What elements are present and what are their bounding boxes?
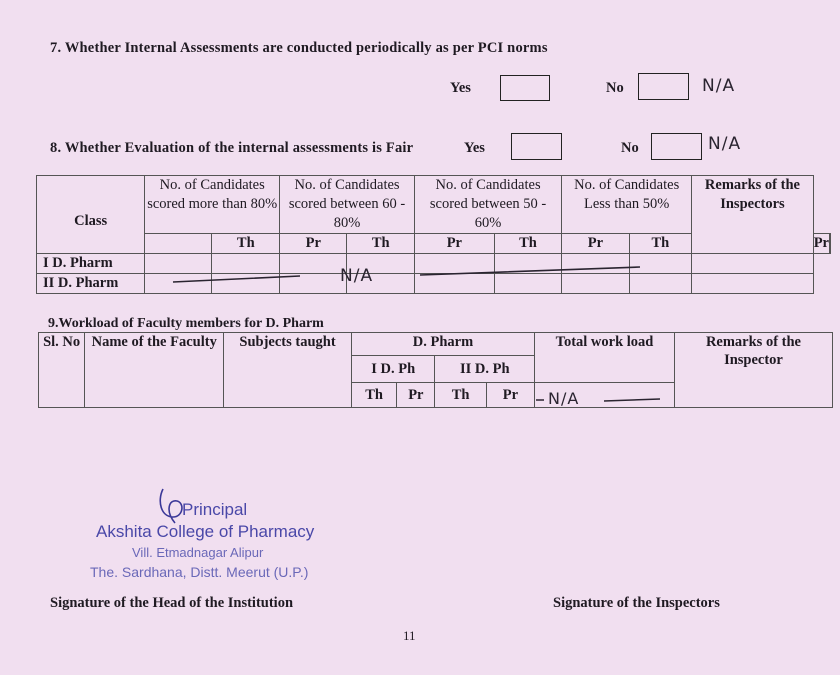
th-header: Th [212,234,280,254]
stamp-address-line1: Vill. Etmadnagar Alipur [132,545,264,560]
dpharm-header: D. Pharm [351,333,534,356]
q7-handwritten-answer: N/A [702,76,736,96]
question-9-title: 9.Workload of Faculty members for D. Pharm [48,316,324,331]
th-header: Th [347,234,414,254]
q8-yes-checkbox[interactable] [511,133,562,160]
question-8: 8. Whether Evaluation of the internal assessments is Fair [50,140,414,156]
col-header-50-60: No. of Candidates scored between 50 - 60% [414,176,561,234]
pr-header: Pr [486,383,534,408]
workload-handwritten-answer: N/A [548,389,580,408]
col-header-above-80: No. of Candidates scored more than 80% [145,176,280,234]
th-header: Th [351,383,396,408]
q7-yes-checkbox[interactable] [500,75,550,101]
question-7: 7. Whether Internal Assessments are conducted periodically as per PCI norms [50,40,548,56]
table1-handwritten-answer: N/A [340,266,374,286]
stamp-title: Principal [182,500,248,519]
q7-yes-label: Yes [450,80,471,96]
pr-header: Pr [414,234,494,254]
remarks-header: Remarks of the Inspector [674,333,832,408]
th-header: Th [629,234,692,254]
workload-table [38,332,833,408]
q8-no-checkbox[interactable] [651,133,702,160]
second-year-header: II D. Ph [435,356,535,383]
stamp-college: Akshita College of Pharmacy [96,522,315,541]
row-label-first-year: I D. Pharm [37,254,145,274]
q8-no-label: No [621,140,639,156]
table1-strike-line [170,260,645,286]
q8-handwritten-answer: N/A [708,134,742,154]
pr-header: Pr [280,234,347,254]
class-header: Class [37,176,145,254]
page-number: 11 [403,628,416,643]
q7-no-checkbox[interactable] [638,73,689,100]
q7-no-label: No [606,80,624,96]
col-header-below-50: No. of Candidates Less than 50% [562,176,692,234]
stamp-address-line2: The. Sardhana, Distt. Meerut (U.P.) [90,564,309,580]
th-header: Th [435,383,486,408]
head-signature-label: Signature of the Head of the Institution [50,595,294,611]
pr-header: Pr [562,234,629,254]
faculty-name-header: Name of the Faculty [85,333,224,408]
inspector-signature-label: Signature of the Inspectors [553,595,720,611]
col-header-60-80: No. of Candidates scored between 60 - 80% [280,176,415,234]
q8-yes-label: Yes [464,140,485,156]
total-workload-header: Total work load [535,333,675,383]
sl-no-header: Sl. No [39,333,85,408]
row-label-second-year: II D. Pharm [37,274,145,294]
pr-header: Pr [813,234,829,254]
pr-header: Pr [397,383,435,408]
th-header: Th [494,234,561,254]
first-year-header: I D. Ph [351,356,435,383]
subjects-header: Subjects taught [224,333,352,408]
col-header-remarks: Remarks of the Inspectors [692,176,814,254]
